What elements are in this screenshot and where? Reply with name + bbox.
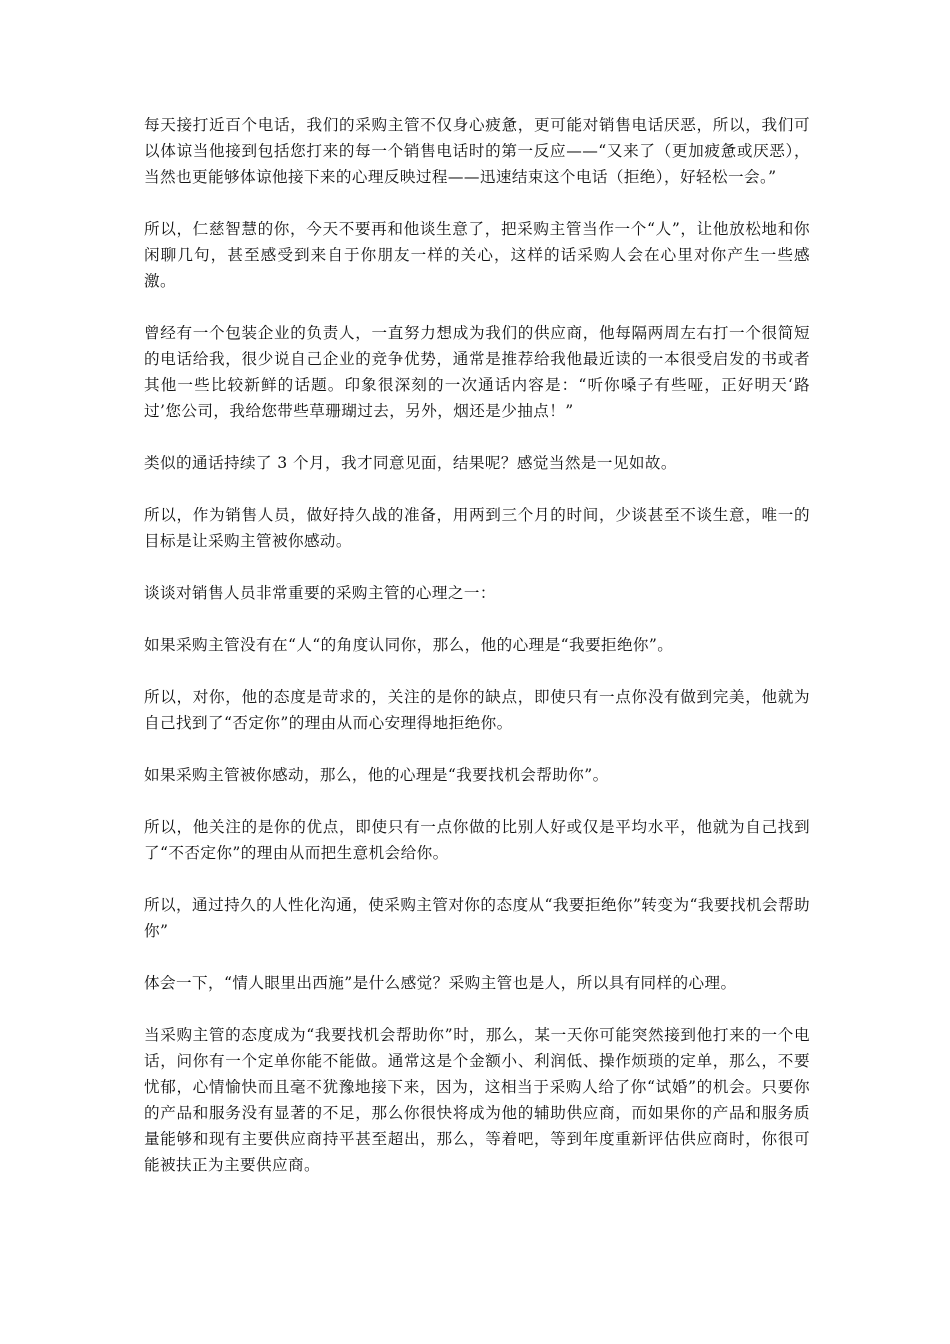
paragraph: 体会一下，“情人眼里出西施”是什么感觉？采购主管也是人，所以具有同样的心理。 — [144, 974, 737, 992]
paragraph: 曾经有一个包装企业的负责人，一直努力想成为我们的供应商，他每隔两周左右打一个很简短的电话给我，很少说自己企业的竞争优势，通常是推荐给我他最近读的一本很受启发的书或者其他一些比较新鲜的话题。印象很深刻的一次通话内容是：“听你嗓子有些哑，正好明天‘路过’您公司，我给您带些草珊瑚过去，另外，烟还是少抽点！” — [144, 324, 810, 420]
paragraph: 如果采购主管被你感动，那么，他的心理是“我要找机会帮助你”。 — [144, 766, 609, 784]
paragraph: 每天接打近百个电话，我们的采购主管不仅身心疲惫，更可能对销售电话厌恶，所以，我们可以体谅当他接到包括您打来的每一个销售电话时的第一反应——“又来了（更加疲惫或厌恶），当然也更能够体谅他接下来的心理反映过程——迅速结束这个电话（拒绝），好轻松一会。” — [144, 116, 810, 186]
paragraph: 所以，作为销售人员，做好持久战的准备，用两到三个月的时间，少谈甚至不谈生意，唯一的目标是让采购主管被你感动。 — [144, 506, 810, 550]
paragraph: 类似的通话持续了 3 个月，我才同意见面，结果呢？感觉当然是一见如故。 — [144, 454, 677, 472]
document-body — [144, 112, 810, 1204]
paragraph: 所以，仁慈智慧的你，今天不要再和他谈生意了，把采购主管当作一个“人”，让他放松地和你闲聊几句，甚至感受到来自于你朋友一样的关心，这样的话采购人会在心里对你产生一些感激。 — [144, 220, 810, 290]
paragraph: 所以，对你，他的态度是苛求的，关注的是你的缺点，即使只有一点你没有做到完美，他就为自己找到了“否定你”的理由从而心安理得地拒绝你。 — [144, 688, 810, 732]
paragraph: 所以，通过持久的人性化沟通，使采购主管对你的态度从“我要拒绝你”转变为“我要找机会帮助你” — [144, 896, 810, 940]
paragraph: 谈谈对销售人员非常重要的采购主管的心理之一： — [144, 584, 496, 602]
paragraph: 当采购主管的态度成为“我要找机会帮助你”时，那么，某一天你可能突然接到他打来的一个电话，问你有一个定单你能不能做。通常这是个金额小、利润低、操作烦琐的定单，那么，不要忧郁，心情愉快而且毫不犹豫地接下来，因为，这相当于采购人给了你“试婚”的机会。只要你的产品和服务没有显著的不足，那么你很快将成为他的辅助供应商，而如果你的产品和服务质量能够和现有主要供应商持平甚至超出，那么，等着吧，等到年度重新评估供应商时，你很可能被扶正为主要供应商。 — [144, 1026, 810, 1174]
paragraph: 所以，他关注的是你的优点，即使只有一点你做的比别人好或仅是平均水平，他就为自己找到了“不否定你”的理由从而把生意机会给你。 — [144, 818, 810, 862]
paragraph: 如果采购主管没有在“人“的角度认同你，那么，他的心理是“我要拒绝你”。 — [144, 636, 674, 654]
